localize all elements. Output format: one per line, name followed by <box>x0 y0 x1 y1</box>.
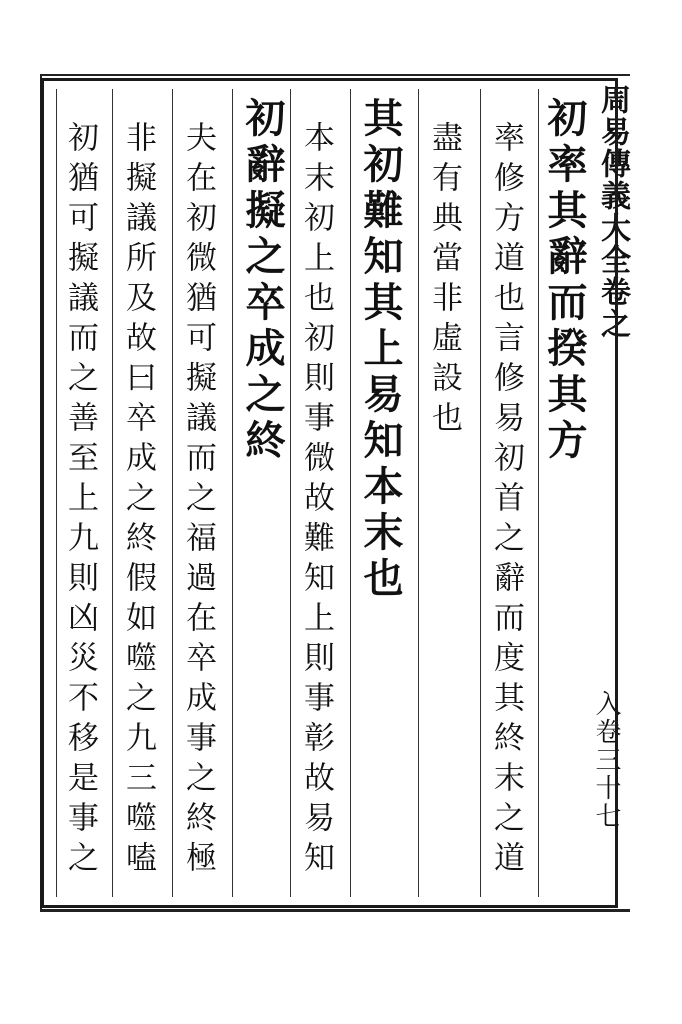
column-rule <box>172 89 173 897</box>
volume-mark: 入卷三十七 <box>591 690 621 830</box>
column-rule <box>538 89 539 897</box>
text-column-5: 本末初上也初則事微故難知上則事彰故易知 <box>298 121 334 881</box>
column-rule <box>480 89 481 897</box>
text-column-6: 初辭擬之卒成之終 <box>239 97 286 465</box>
column-rule <box>112 89 113 897</box>
text-column-7: 夫在初微猶可擬議而之福過在卒成事之終極 <box>180 121 216 881</box>
text-column-8: 非擬議所及故曰卒成之終假如噬之九三噬嗑 <box>120 121 156 881</box>
text-column-9: 初猶可擬議而之善至上九則凶災不移是事之 <box>62 121 98 881</box>
text-column-1: 初率其辭而揆其方 <box>541 97 588 465</box>
running-head: 周易傳義大全卷之 <box>595 84 630 340</box>
column-rule <box>56 89 57 897</box>
column-rule <box>350 89 351 897</box>
text-column-4: 其初難知其上易知本末也 <box>357 97 404 603</box>
text-column-2: 率修方道也言修易初首之辭而度其終末之道 <box>488 121 524 881</box>
column-rule <box>232 89 233 897</box>
text-block <box>40 78 618 908</box>
column-rule <box>290 89 291 897</box>
column-rule <box>418 89 419 897</box>
text-column-3: 盡有典當非虛設也 <box>426 121 462 441</box>
